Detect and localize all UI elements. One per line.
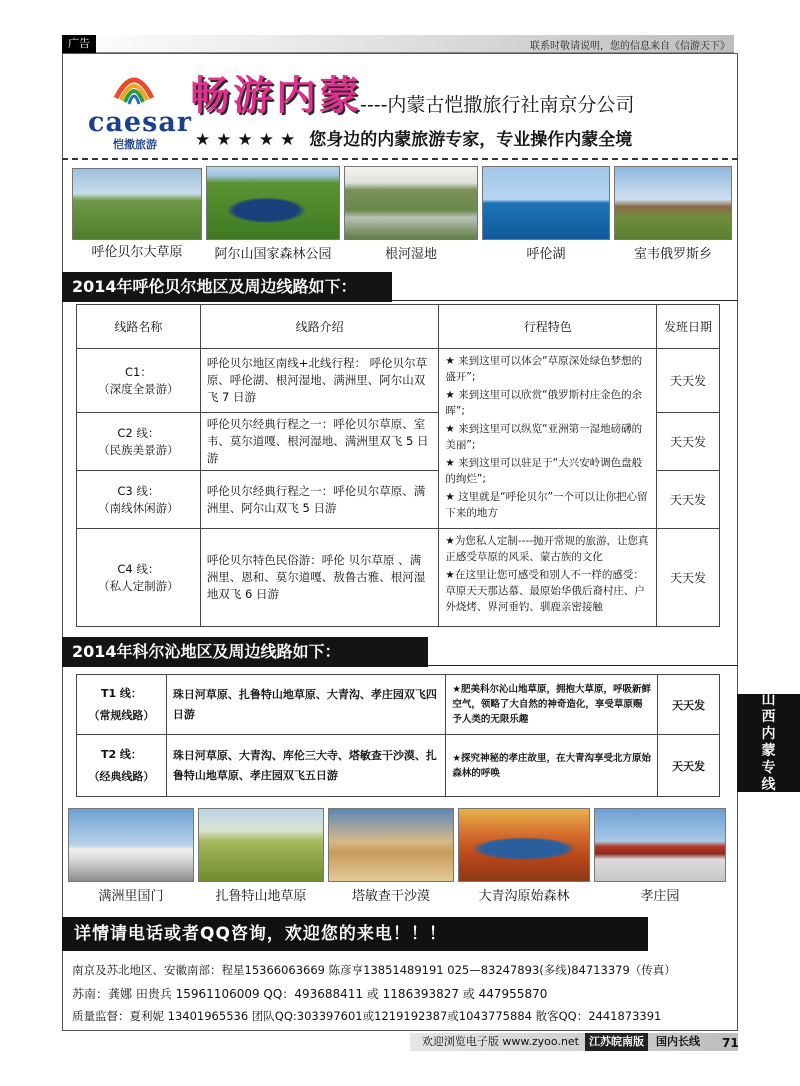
route-name: C3 线： （南线休闲游） xyxy=(77,471,201,529)
rating-stars: ★★★★★ xyxy=(195,130,302,150)
header-route-intro: 线路介绍 xyxy=(200,305,439,349)
route-date: 天天发 xyxy=(657,349,720,413)
photo-manzhouli-gate xyxy=(68,808,194,882)
section-line xyxy=(428,665,738,666)
footer-category: 国内长线 xyxy=(656,1035,700,1048)
slogan xyxy=(195,125,632,150)
slogan-text: 您身边的内蒙旅游专家，专业操作内蒙全境 xyxy=(309,130,633,150)
caption-top-4: 呼伦湖 xyxy=(526,247,566,262)
photo-tamin-desert xyxy=(328,808,454,882)
header-route-name: 线路名称 xyxy=(77,305,201,349)
route-intro: 呼伦贝尔经典行程之一：呼伦贝尔草原、室韦、莫尔道嘎、根河湿地、满洲里双飞 5 日游 xyxy=(200,413,439,471)
route-date: 天天发 xyxy=(657,471,720,529)
photo-hulun-lake xyxy=(482,166,610,240)
caption-top-5: 室韦俄罗斯乡 xyxy=(633,247,712,262)
side-tab-category: 山西内蒙专线 xyxy=(737,694,800,792)
section-title-horqin: 2014年科尔沁地区及周边线路如下： xyxy=(62,637,428,667)
brand-title: 畅游内蒙 xyxy=(190,72,362,119)
route-table-horqin xyxy=(76,674,720,797)
route-date: 天天发 xyxy=(658,735,720,797)
logo-subtitle: 恺撒旅游 xyxy=(113,138,157,151)
table-header-row xyxy=(77,305,720,349)
route-features: ★为您私人定制----抛开常规的旅游，让您真正感受草原的风采、蒙古族的文化 ★在这里让您可感受和别人不一样的感受：草原天天那达慕、最原始华俄后裔村庄、户外烧烤、界河垂钓、驯鹿亲密接触 xyxy=(439,529,657,627)
caesar-logo-icon xyxy=(110,68,158,108)
route-table-hulunbuir xyxy=(76,304,720,627)
table-row xyxy=(77,735,720,797)
footer-edition: 江苏皖南版 xyxy=(585,1033,648,1051)
header-departure: 发班日期 xyxy=(657,305,720,349)
route-name: C2 线： （民族美景游） xyxy=(77,413,201,471)
photo-genhe-wetland xyxy=(344,166,478,240)
caption-top-1: 呼伦贝尔大草原 xyxy=(91,245,183,260)
route-features: ★探究神秘的孝庄故里，在大青沟享受北方原始森林的呼唤 xyxy=(446,735,658,797)
footer-bar xyxy=(410,1033,738,1051)
header-note: 联系时敬请说明，您的信息来自《信游天下》 xyxy=(530,41,730,52)
caption-bottom-4: 大青沟原始森林 xyxy=(478,889,570,904)
route-date: 天天发 xyxy=(657,529,720,627)
caption-bottom-1: 满洲里国门 xyxy=(98,889,164,904)
route-intro: 珠日河草原、大青沟、库伦三大寺、塔敏查干沙漠、扎鲁特山地草原、孝庄园双飞五日游 xyxy=(166,735,446,797)
photo-daqinggou-forest xyxy=(458,808,590,882)
route-intro: 呼伦贝尔地区南线+北线行程： 呼伦贝尔草原、呼伦湖、根河湿地、满洲里、阿尔山双飞 7 日游 xyxy=(200,349,439,413)
contact-line-1: 南京及苏北地区、安徽南部：程星15366063669 陈彦亨13851489191 025—83247893(多线)84713379（传真） xyxy=(72,963,676,977)
caption-bottom-3: 塔敏查干沙漠 xyxy=(351,889,430,904)
route-features: ★ 来到这里可以体会“草原深处绿色梦想的盛开”; ★ 来到这里可以欣赏“俄罗斯村庄金色的余晖”; ★ 来到这里可以纵览“亚洲第一湿地磅礴的美丽”; ★ 来到这里可以驻足于“大兴安岭调色盘般的绚烂”; ★ 这里就是“呼伦贝尔”一个可以让你把心留下来的地方 xyxy=(439,349,657,529)
route-name: C4 线： （私人定制游） xyxy=(77,529,201,627)
route-date: 天天发 xyxy=(658,675,720,735)
divider xyxy=(62,158,738,160)
footer-site: 欢迎浏览电子版 www.zyoo.net xyxy=(421,1035,579,1048)
cta-banner: 详情请电话或者QQ咨询，欢迎您的来电！！！ xyxy=(62,917,648,951)
header-route-features: 行程特色 xyxy=(439,305,657,349)
photo-arxan-forest xyxy=(206,166,340,240)
photo-hulunbuir-grassland xyxy=(72,168,202,240)
route-intro: 呼伦贝尔特色民俗游：呼伦 贝尔草原 、满洲里、恩和、莫尔道嘎、敖鲁古雅、根河湿地双飞 6 日游 xyxy=(200,529,439,627)
caption-bottom-2: 扎鲁特山地草原 xyxy=(215,889,307,904)
ad-label: 广告 xyxy=(62,35,96,53)
route-intro: 珠日河草原、扎鲁特山地草原、大青沟、孝庄园双飞四日游 xyxy=(166,675,446,735)
table-row xyxy=(77,675,720,735)
route-name: T2 线： （经典线路） xyxy=(77,735,167,797)
route-name: T1 线： （常规线路） xyxy=(77,675,167,735)
logo-name: caesar xyxy=(88,107,193,138)
route-features: ★肥美科尔沁山地草原，拥抱大草原，呼吸新鲜空气，领略了大自然的神奇造化，享受草原赐予人类的无限乐趣 xyxy=(446,675,658,735)
route-date: 天天发 xyxy=(657,413,720,471)
route-name: C1： （深度全景游） xyxy=(77,349,201,413)
caption-top-2: 阿尔山国家森林公园 xyxy=(214,247,332,262)
photo-zalute-grassland xyxy=(198,808,324,882)
page-number: 71 xyxy=(722,1036,739,1050)
section-title-hulunbuir: 2014年呼伦贝尔地区及周边线路如下： xyxy=(62,272,392,302)
contact-line-3: 质量监督：夏利妮 13401965536 团队QQ:303397601或1219192387或1043775884 散客QQ：2441873391 xyxy=(72,1009,662,1023)
caption-top-3: 根河湿地 xyxy=(384,247,437,262)
caption-bottom-5: 孝庄园 xyxy=(640,889,680,904)
company-name: ----内蒙古恺撒旅行社南京分公司 xyxy=(360,94,635,116)
contact-line-2: 苏南：龚娜 田贵兵 15961106009 QQ：493688411 或 1186393827 或 447955870 xyxy=(72,987,548,1001)
section-line xyxy=(392,300,738,301)
table-row xyxy=(77,529,720,627)
photo-shiwei-village xyxy=(614,166,732,240)
table-row xyxy=(77,349,720,413)
photo-xiaozhuang-garden xyxy=(594,808,726,882)
route-intro: 呼伦贝尔经典行程之一：呼伦贝尔草原、满洲里、阿尔山双飞 5 日游 xyxy=(200,471,439,529)
